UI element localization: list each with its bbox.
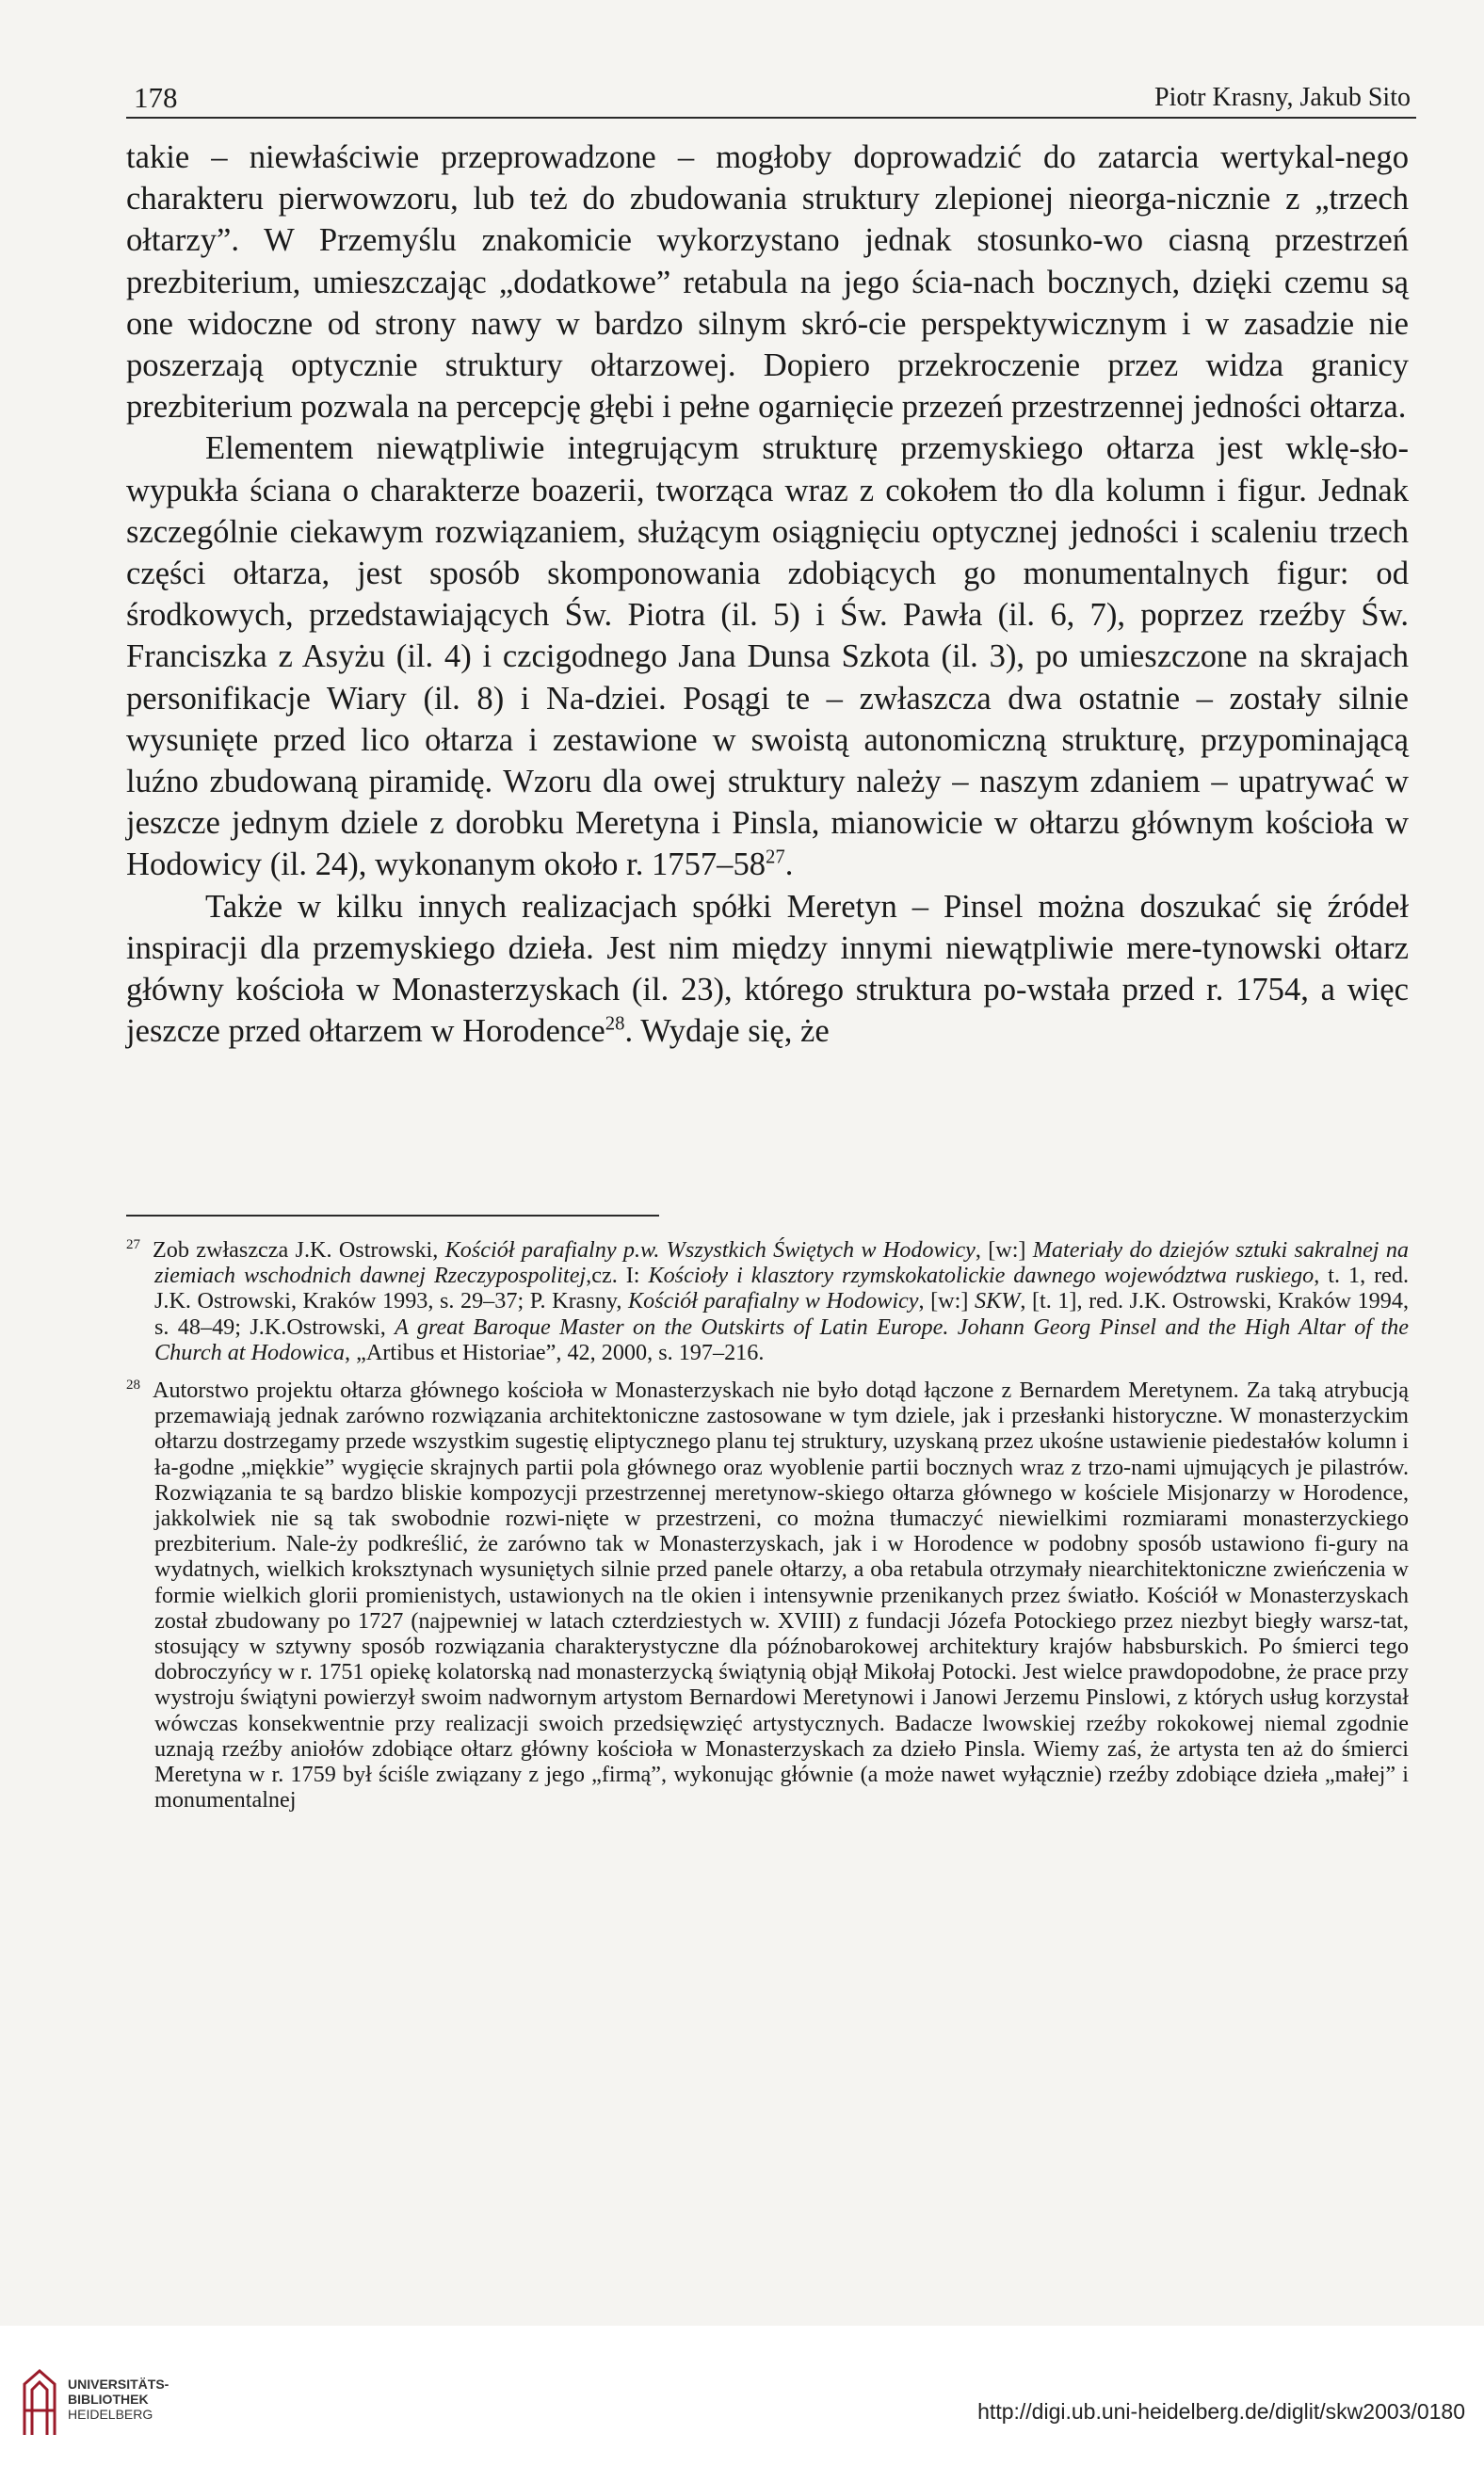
logo-line-1: UNIVERSITÄTS- (68, 2377, 169, 2392)
fn27-seg-f: Kościoły i klasztory rzymskokatolickie dawnego województwa ruskiego (648, 1263, 1315, 1289)
footnote-separator (126, 1215, 659, 1217)
fn27-seg-h: Kościół parafialny w Hodowicy (627, 1288, 919, 1314)
paragraph-1 (126, 137, 1409, 427)
fn27-seg-k: , [t. 1], red. J.K. Ostrowski, Kraków 1994, s. 48–49; J.K.Ostrowski, (154, 1288, 1409, 1340)
fn27-seg-m: , „Artibus et Historiae”, 42, 2000, s. 197–216. (345, 1339, 765, 1365)
fn27-seg-g: , t. 1, red. J.K. Ostrowski, Kraków 1993, s. 29–37; P. Krasny, (154, 1263, 1410, 1314)
source-url-link[interactable]: http://digi.ub.uni-heidelberg.de/diglit/skw2003/0180 (977, 2399, 1465, 2424)
fn27-seg-l: A great Baroque Master on the Outskirts of Latin Europe. Johann Georg Pinsel and the High Altar of the Church at Hodowica (154, 1314, 1409, 1365)
footnote-ref-28[interactable]: 28 (605, 1013, 625, 1035)
footnote-28-number: 28 (126, 1378, 140, 1394)
paragraph-3-text: Także w kilku innych realizacjach spółki Meretyn – Pinsel można doszukać się źródeł inspiracji dla przemyskiego dzieła. Jest nim między innymi niewątpliwie mere-tynowski ołtarz główny kościoła w Monasterzyskach (il. 23), którego struktura po-wstała przed r. 1754, a więc jeszcze przed ołtarzem w Horodence (126, 888, 1409, 1050)
library-logo-text (68, 2377, 169, 2422)
footnote-28 (126, 1373, 1409, 1813)
paragraph-1-text: takie – niewłaściwie przeprowadzone – mogłoby doprowadzić do zatarcia wertykal-nego charakteru pierwowzoru, lub też do zbudowania struktury zlepionej nieorga-nicznie z „trzech ołtarzy”. W Przemyślu znakomicie wykorzystano jednak stosunko-wo ciasną przestrzeń prezbiterium, umieszczając „dodatkowe” retabula na jego ścia-nach bocznych, dzięki czemu są one widoczne od strony nawy w bardzo silnym skró-cie perspektywicznym i w zasadzie nie poszerzają optycznie struktury ołtarzowej. Dopiero przekroczenie przez widza granicy prezbiterium pozwala na percepcję głębi i pełne ogarnięcie przezeń przestrzennej jedności ołtarza. (126, 139, 1409, 426)
digitization-footer (0, 2326, 1484, 2466)
footnote-27-number: 27 (126, 1237, 140, 1252)
main-text (126, 137, 1409, 1052)
paragraph-3 (126, 886, 1409, 1053)
fn27-seg-j: SKW (974, 1288, 1021, 1314)
fn27-seg-c: , [w:] (975, 1237, 1033, 1263)
paragraph-2-text: Elementem niewątpliwie integrującym strukturę przemyskiego ołtarza jest wklę-sło-wypukła ściana o charakterze boazerii, tworząca wraz z cokołem tło dla kolumn i figur. Jednak szczególnie ciekawym rozwiązaniem, służącym osiągnięciu optycznej jedności i scaleniu trzech części ołtarza, jest sposób skomponowania zdobiących go monumentalnych figur: od środkowych, przedstawiających Św. Piotra (il. 5) i Św. Pawła (il. 6, 7), poprzez rzeźby Św. Franciszka z Asyżu (il. 4) i czcigodnego Jana Dunsa Szkota (il. 3), po umieszczone na skrajach personifikacje Wiary (il. 8) i Na-dziei. Posągi te – zwłaszcza dwa ostatnie – zostały silnie wysunięte przed lico ołtarza i zestawione w swoistą autonomiczną strukturę, przypominającą luźno zbudowaną piramidę. Wzoru dla owej struktury należy – naszym zdaniem – upatrywać w jeszcze jednym dziele z dorobku Meretyna i Pinsla, mianowicie w ołtarzu głównym kościoła w Hodowicy (il. 24), wykonanym około r. 1757–58 (126, 430, 1409, 883)
footnote-28-text: Autorstwo projektu ołtarza głównego kościoła w Monasterzyskach nie było dotąd łączone z Bernardem Meretynem. Za taką atrybucją przemawiają jednak zarówno rozwiązania architektoniczne zastosowane w tym dziele, jak i przesłanki historyczne. W monasterzyckim ołtarzu dostrzegamy przede wszystkim sugestię eliptycznego planu tej struktury, uzyskaną przez ukośne ustawienie piedestałów kolumn i ła-godne „miękkie” wygięcie skrajnych partii pola głównego oraz wyoblenie partii bocznych wraz z trzo-nami ujmujących je pilastrów. Rozwiązania te są bardzo bliskie kompozycji przestrzennej meretynow-skiego ołtarza głównego w kościele Misjonarzy w Horodence, jakkolwiek nie są tak swobodnie rozwi-nięte w przestrzeni, co można tłumaczyć niewielkimi rozmiarami monasterzyckiego prezbiterium. Nale-ży podkreślić, że zarówno tak w Monasterzyskach, jak i w Horodence w podobny sposób ustawiono fi-gury na wydatnych, wielkich kroksztynach wysuniętych silnie przed panele ołtarzy, a oba retabula otrzymały niearchitektoniczne zwieńczenia w formie wielkich glorii promienistych, ustawionych na tle okien i intensywnie przenikanych przez światło. Kościół w Monasterzyskach został zbudowany po 1727 (najpewniej w latach czterdziestych w. XVIII) z fundacji Józefa Potockiego przez niezbyt biegły warsz-tat, stosujący w sztywny sposób rozwiązania charakterystyczne dla późnobarokowej architektury krajów habsburskich. Po śmierci tego dobroczyńcy w r. 1751 opiekę kolatorską nad monasterzycką świątynią objął Mikołaj Potocki. Jest wielce prawdopodobne, że prace przy wystroju świątyni powierzył swoim nadwornym artystom Bernardowi Meretynowi i Janowi Jerzemu Pinslowi, z których usług korzystał wówczas konsekwentnie przy realizacji swoich przedsięwzięć artystycznych. Badacze lwowskiej rzeźby rokokowej niemal zgodnie uznają rzeźby aniołów zdobiące ołtarz główny kościoła w Monasterzyskach za dzieło Pinsla. Wiemy zaś, że artysta ten aż do śmierci Meretyna w r. 1759 był ściśle związany z jego „firmą”, wykonując głównie (a może nawet wyłącznie) rzeźby zdobiące dzieła „małej” i monumentalnej (153, 1378, 1409, 1813)
fn27-seg-a: Zob zwłaszcza J.K. Ostrowski, (153, 1237, 445, 1263)
logo-line-2: BIBLIOTHEK (68, 2392, 149, 2407)
paragraph-2-end: . (784, 846, 794, 883)
fn27-seg-i: , [w:] (918, 1288, 975, 1314)
ub-heidelberg-logo-icon[interactable] (21, 2363, 60, 2439)
page-number: 178 (134, 81, 178, 114)
logo-line-3: HEIDELBERG (68, 2407, 153, 2422)
footnote-27 (126, 1233, 1409, 1365)
fn27-seg-e: ,cz. I: (586, 1263, 649, 1289)
fn27-seg-d: Materiały do dziejów sztuki sakralnej na ziemiach wschodnich dawnej Rzeczypospolitej (154, 1237, 1410, 1289)
paragraph-3-end: . Wydaje się, że (624, 1013, 830, 1050)
running-header (126, 75, 1416, 119)
footnotes (126, 1233, 1409, 1820)
fn27-seg-b: Kościół parafialny p.w. Wszystkich Świętych w Hodowicy (444, 1237, 976, 1263)
running-head-authors: Piotr Krasny, Jakub Sito (1154, 83, 1411, 112)
paragraph-2 (126, 427, 1409, 885)
footnote-ref-27[interactable]: 27 (766, 846, 785, 868)
